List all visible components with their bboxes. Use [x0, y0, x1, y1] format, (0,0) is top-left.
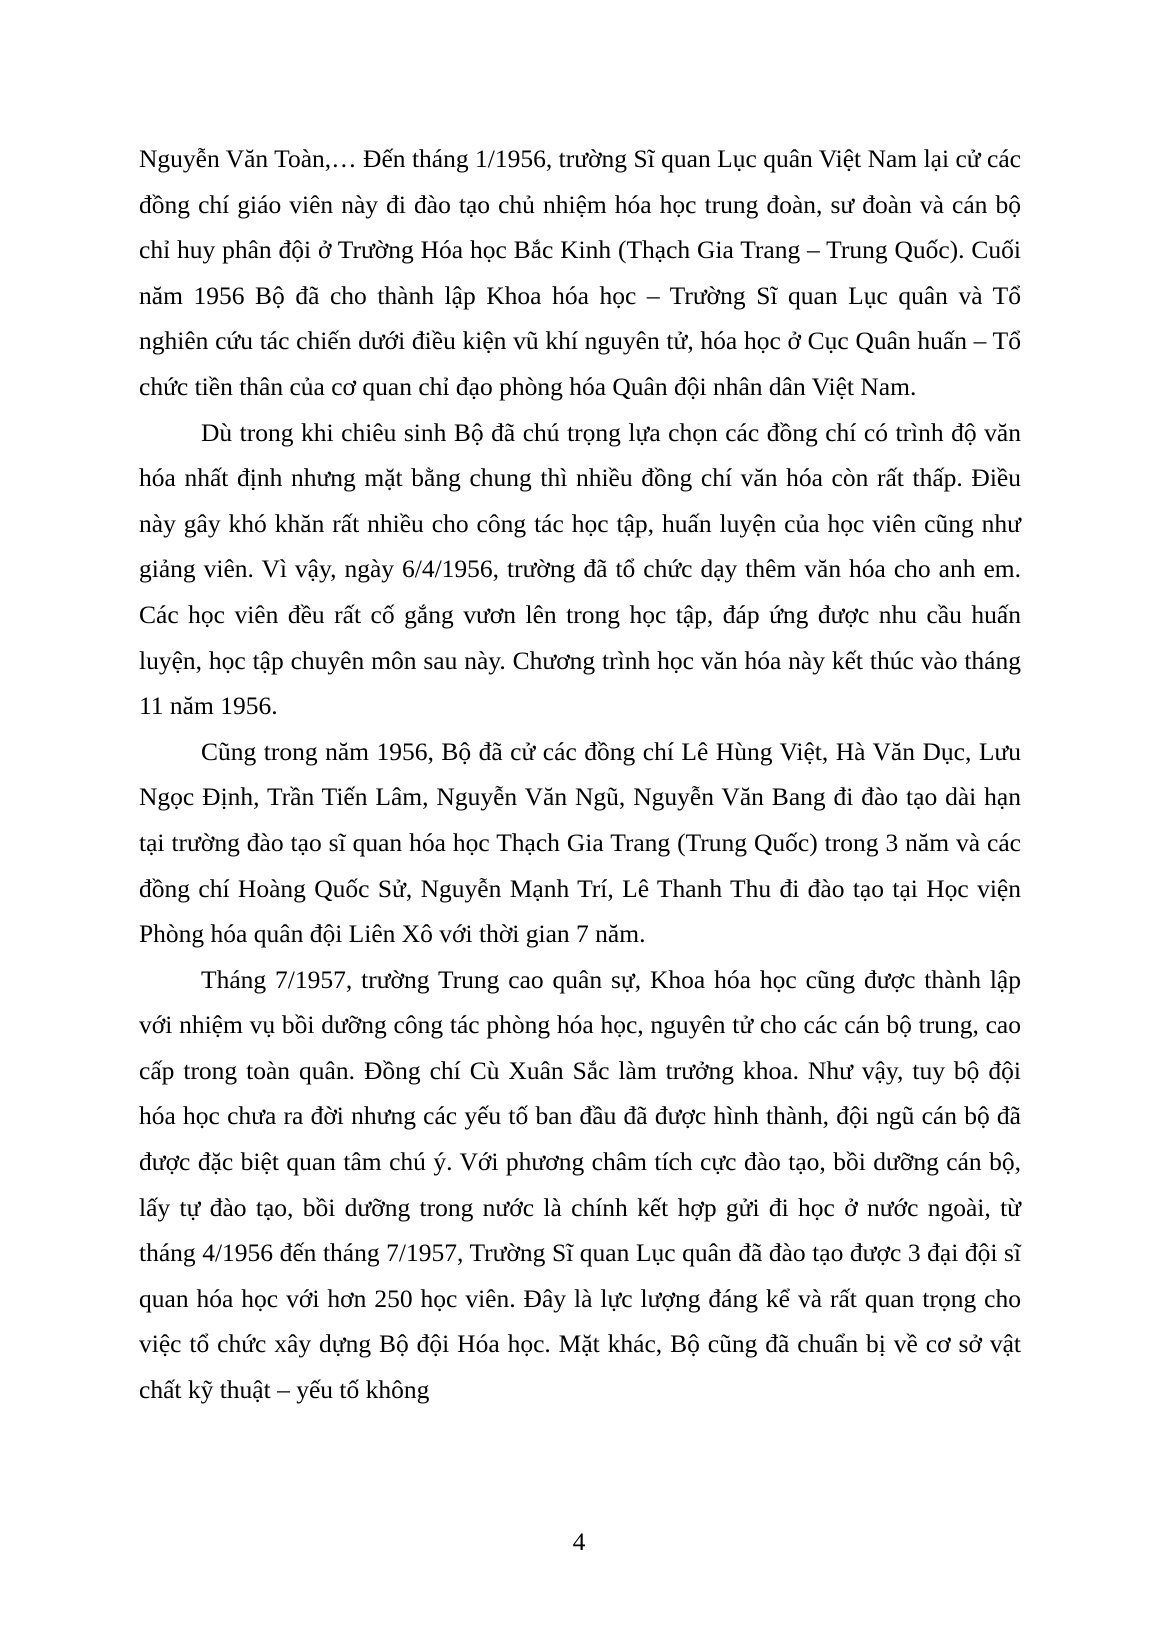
paragraph-4: Tháng 7/1957, trường Trung cao quân sự, Khoa hóa học cũng được thành lập với nhiệm vụ bồi dưỡng công tác phòng hóa học, nguyên tử cho các cán bộ trung, cao cấp trong toàn quân. Đồng chí Cù Xuân Sắc làm trưởng khoa. Như vậy, tuy bộ đội hóa học chưa ra đời nhưng các yếu tố ban đầu đã được hình thành, đội ngũ cán bộ đã được đặc biệt quan tâm chú ý. Với phương châm tích cực đào tạo, bồi dưỡng cán bộ, lấy tự đào tạo, bồi dưỡng trong nước là chính kết hợp gửi đi học ở nước ngoài, từ tháng 4/1956 đến tháng 7/1957, Trường Sĩ quan Lục quân đã đào tạo được 3 đại đội sĩ quan hóa học với hơn 250 học viên. Đây là lực lượng đáng kể và rất quan trọng cho việc tổ chức xây dựng Bộ đội Hóa học. Mặt khác, Bộ cũng đã chuẩn bị về cơ sở vật chất kỹ thuật – yếu tố không	[139, 964, 1021, 1405]
paragraph-3: Cũng trong năm 1956, Bộ đã cử các đồng chí Lê Hùng Việt, Hà Văn Dục, Lưu Ngọc Định, Trần Tiến Lâm, Nguyễn Văn Ngũ, Nguyễn Văn Bang đi đào tạo dài hạn tại trường đào tạo sĩ quan hóa học Thạch Gia Trang (Trung Quốc) trong 3 năm và các đồng chí Hoàng Quốc Sử, Nguyễn Mạnh Trí, Lê Thanh Thu đi đào tạo tại Học viện Phòng hóa quân đội Liên Xô với thời gian 7 năm.	[139, 736, 1021, 949]
paragraph-2: Dù trong khi chiêu sinh Bộ đã chú trọng lựa chọn các đồng chí có trình độ văn hóa nhất định nhưng mặt bằng chung thì nhiều đồng chí văn hóa còn rất thấp. Điều này gây khó khăn rất nhiều cho công tác học tập, huấn luyện của học viên cũng như giảng viên. Vì vậy, ngày 6/4/1956, trường đã tổ chức dạy thêm văn hóa cho anh em. Các học viên đều rất cố gắng vươn lên trong học tập, đáp ứng được nhu cầu huấn luyện, học tập chuyên môn sau này. Chương trình học văn hóa này kết thúc vào tháng 11 năm 1956.	[139, 417, 1021, 721]
paragraph-1: Nguyễn Văn Toàn,… Đến tháng 1/1956, trường Sĩ quan Lục quân Việt Nam lại cử các đồng chí giáo viên này đi đào tạo chủ nhiệm hóa học trung đoàn, sư đoàn và cán bộ chỉ huy phân đội ở Trường Hóa học Bắc Kinh (Thạch Gia Trang – Trung Quốc). Cuối năm 1956 Bộ đã cho thành lập Khoa hóa học – Trường Sĩ quan Lục quân và Tổ nghiên cứu tác chiến dưới điều kiện vũ khí nguyên tử, hóa học ở Cục Quân huấn – Tổ chức tiền thân của cơ quan chỉ đạo phòng hóa Quân đội nhân dân Việt Nam.	[139, 144, 1021, 401]
body-text	[139, 136, 1021, 1413]
page-number: 4	[572, 1527, 586, 1556]
